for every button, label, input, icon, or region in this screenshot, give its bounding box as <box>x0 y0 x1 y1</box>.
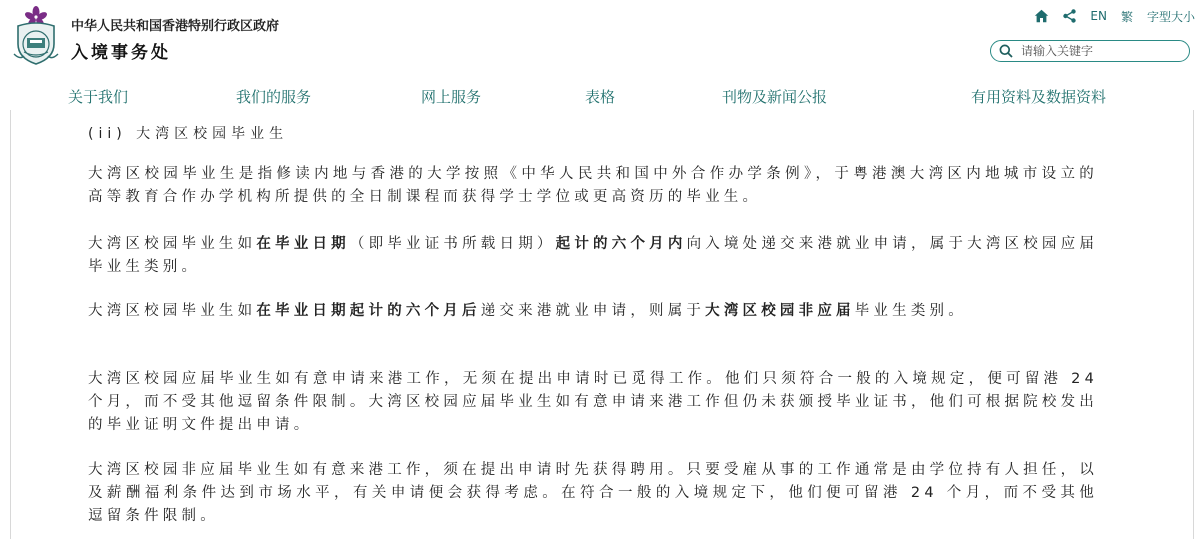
nav-publications-press-releases[interactable]: 刊物及新闻公报 <box>722 88 828 106</box>
top-utility-links <box>1020 6 1195 26</box>
nav-forms[interactable]: 表格 <box>585 88 616 106</box>
paragraph-definition: 大湾区校园毕业生是指修读内地与香港的大学按照《中华人民共和国中外合作办学条例》，于粤港澳大湾区内地城市设立的高等教育合作办学机构所提供的全日制课程而获得学士学位或更高资历的毕业生。 <box>88 166 1098 205</box>
department-title[interactable]: 入境事务处 <box>71 43 171 63</box>
immd-crest-icon[interactable] <box>10 4 62 66</box>
site-header <box>0 0 1203 110</box>
paragraph-fresh-graduate <box>88 233 1098 279</box>
content-right-border <box>1193 110 1194 539</box>
content-left-border <box>10 110 11 539</box>
search-box <box>990 40 1190 62</box>
p3-bold-1: 在毕业日期起计的六个月后 <box>256 303 481 319</box>
share-icon[interactable] <box>1063 6 1076 26</box>
p2-text-2: （即毕业证书所载日期） <box>349 236 556 252</box>
paragraph-non-fresh-graduate <box>88 300 1098 323</box>
p2-bold-2: 起计的六个月内 <box>555 236 687 252</box>
paragraph-non-fresh-graduate-conditions: 大湾区校园非应届毕业生如有意来港工作，须在提出申请时先获得聘用。只要受雇从事的工作通常是由学位持有人担任，以及薪酬福利条件达到市场水平，有关申请便会获得考虑。在符合一般的入境规定下，他们便可留港 24 个月，而不受其他逗留条件限制。 <box>88 462 1098 524</box>
p2-text-3: 向入境处递交来港就业申请，属于大湾区校园应届毕业生类别。 <box>88 236 1099 275</box>
gov-title: 中华人民共和国香港特别行政区政府 <box>71 19 280 34</box>
nav-about-us[interactable]: 关于我们 <box>68 88 129 106</box>
p3-text-3: 毕业生类别。 <box>854 303 967 319</box>
nav-useful-information-statistics[interactable]: 有用资料及数据资料 <box>971 88 1107 106</box>
p3-text-2: 递交来港就业申请，则属于 <box>480 303 706 319</box>
search-input[interactable] <box>1021 44 1171 58</box>
traditional-chinese-link[interactable]: 繁 <box>1120 9 1133 24</box>
p3-bold-2: 大湾区校园非应届 <box>705 303 855 319</box>
p3-text-1: 大湾区校园毕业生如 <box>88 303 257 319</box>
search-icon[interactable] <box>991 41 1021 61</box>
main-content <box>0 110 1203 539</box>
nav-online-services[interactable]: 网上服务 <box>421 88 482 106</box>
p2-text-1: 大湾区校园毕业生如 <box>88 236 257 252</box>
p2-bold-1: 在毕业日期 <box>256 236 350 252</box>
font-size-link[interactable]: 字型大小 <box>1146 9 1195 24</box>
section-subheading: (ii) 大湾区校园毕业生 <box>88 126 289 142</box>
nav-our-services[interactable]: 我们的服务 <box>236 88 312 106</box>
english-language-link[interactable]: EN <box>1090 9 1107 23</box>
main-navigation <box>0 80 1203 110</box>
home-icon[interactable] <box>1034 6 1049 26</box>
paragraph-fresh-graduate-conditions: 大湾区校园应届毕业生如有意申请来港工作，无须在提出申请时已觅得工作。他们只须符合一般的入境规定，便可留港 24 个月，而不受其他逗留条件限制。大湾区校园应届毕业生如有意申请来港工作但仍未获颁授毕业证书，他们可根据院校发出的毕业证明文件提出申请。 <box>88 371 1098 433</box>
